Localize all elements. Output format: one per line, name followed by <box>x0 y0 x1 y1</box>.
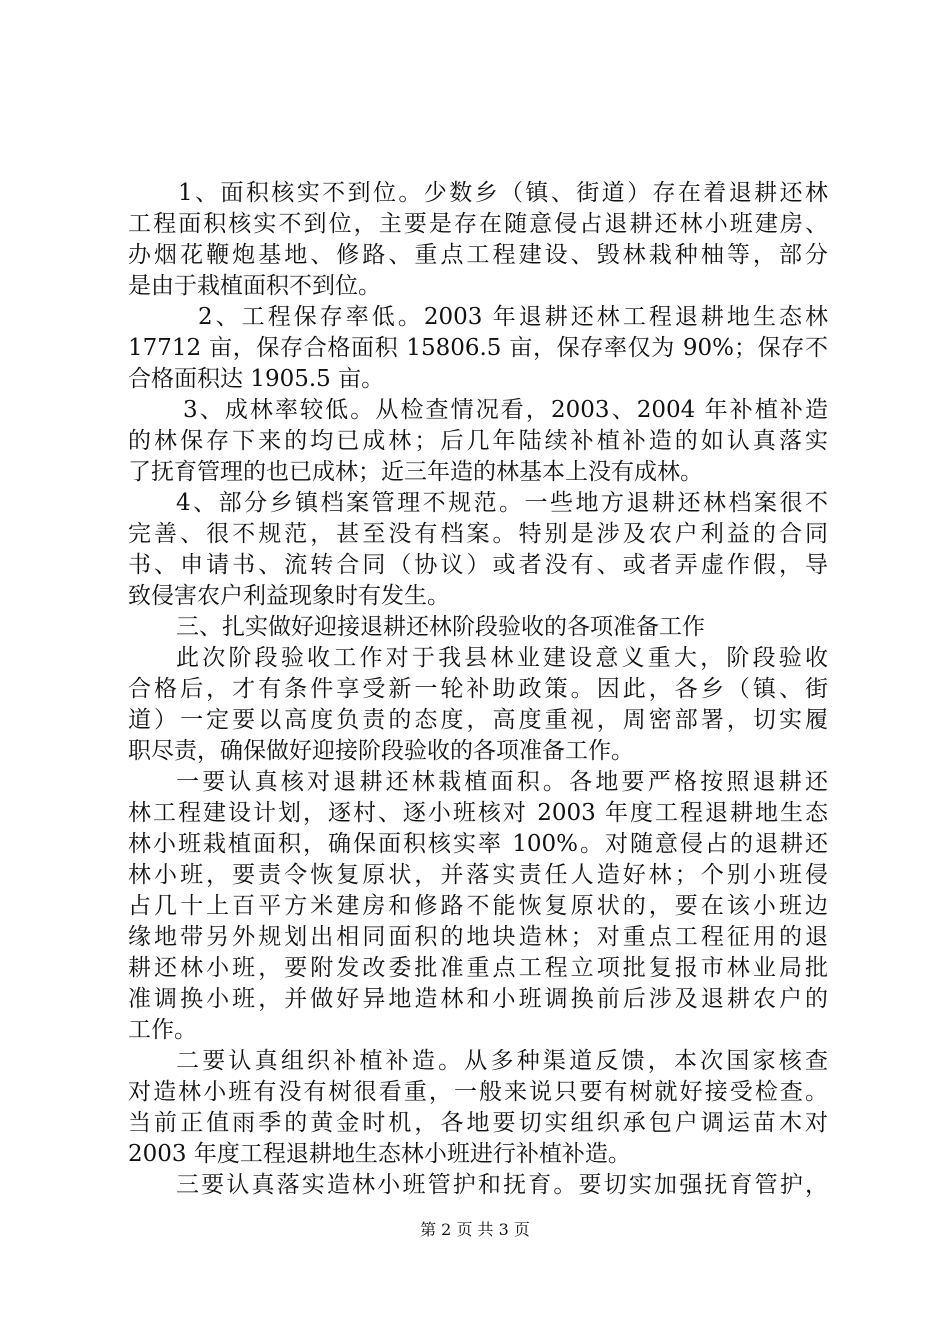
text-line: 2003 年度工程退耕地生态林小班进行补植补造。 <box>128 1141 631 1167</box>
text-line: 完善、很不规范，甚至没有档案。特别是涉及农户利益的合同 <box>128 521 828 547</box>
text-line: 对造林小班有没有树很看重，一般来说只要有树就好接受检查。 <box>128 1079 828 1105</box>
text-line: 了抚育管理的也已成林；近三年造的林基本上没有成林。 <box>128 459 703 485</box>
text-line: 耕还林小班，要附发改委批准重点工程立项批复报市林业局批 <box>128 955 828 981</box>
text-line: 4、部分乡镇档案管理不规范。一些地方退耕还林档案很不 <box>176 490 828 516</box>
text-line: 2、工程保存率低。2003 年退耕还林工程退耕地生态林 <box>198 304 828 330</box>
text-line: 缘地带另外规划出相同面积的地块造林；对重点工程征用的退 <box>128 924 828 950</box>
text-line: 合格后，才有条件享受新一轮补助政策。因此，各乡（镇、街 <box>128 676 828 702</box>
text-line: 占几十上百平方米建房和修路不能恢复原状的，要在该小班边 <box>128 893 828 919</box>
text-line: 致侵害农户利益现象时有发生。 <box>128 583 450 609</box>
text-line: 此次阶段验收工作对于我县林业建设意义重大，阶段验收 <box>176 645 828 671</box>
text-line: 工程面积核实不到位，主要是存在随意侵占退耕还林小班建房、 <box>128 211 828 237</box>
text-line: 林工程建设计划，逐村、逐小班核对 2003 年度工程退耕地生态 <box>128 800 828 826</box>
text-line: 三、扎实做好迎接退耕还林阶段验收的各项准备工作 <box>176 614 705 640</box>
text-line: 的林保存下来的均已成林；后几年陆续补植补造的如认真落实 <box>128 428 828 454</box>
text-line: 1、面积核实不到位。少数乡（镇、街道）存在着退耕还林 <box>178 180 828 206</box>
text-line: 准调换小班，并做好异地造林和小班调换前后涉及退耕农户的 <box>128 986 828 1012</box>
text-line: 二要认真组织补植补造。从多种渠道反馈，本次国家核查 <box>176 1048 828 1074</box>
text-line: 合格面积达 1905.5 亩。 <box>128 366 385 392</box>
text-line: 17712 亩，保存合格面积 15806.5 亩，保存率仅为 90%；保存不 <box>128 335 828 361</box>
text-line: 林小班，要责令恢复原状，并落实责任人造好林；个别小班侵 <box>128 862 828 888</box>
page-footer: 第 2 页 共 3 页 <box>420 1220 530 1239</box>
text-line: 是由于栽植面积不到位。 <box>128 273 381 299</box>
body-text <box>128 178 828 1201</box>
text-line: 道）一定要以高度负责的态度，高度重视，周密部署，切实履 <box>128 707 828 733</box>
text-line: 3、成林率较低。从检查情况看，2003、2004 年补植补造 <box>183 397 828 423</box>
text-line: 职尽责，确保做好迎接阶段验收的各项准备工作。 <box>128 738 634 764</box>
text-line: 三要认真落实造林小班管护和抚育。要切实加强抚育管护， <box>176 1172 828 1198</box>
text-line: 一要认真核对退耕还林栽植面积。各地要严格按照退耕还 <box>176 769 828 795</box>
text-line: 工作。 <box>128 1017 197 1043</box>
text-line: 办烟花鞭炮基地、修路、重点工程建设、毁林栽种柚等，部分 <box>128 242 828 268</box>
text-line: 当前正值雨季的黄金时机，各地要切实组织承包户调运苗木对 <box>128 1110 828 1136</box>
text-line: 书、申请书、流转合同（协议）或者没有、或者弄虚作假，导 <box>128 552 828 578</box>
text-line: 林小班栽植面积，确保面积核实率 100%。对随意侵占的退耕还 <box>128 831 828 857</box>
